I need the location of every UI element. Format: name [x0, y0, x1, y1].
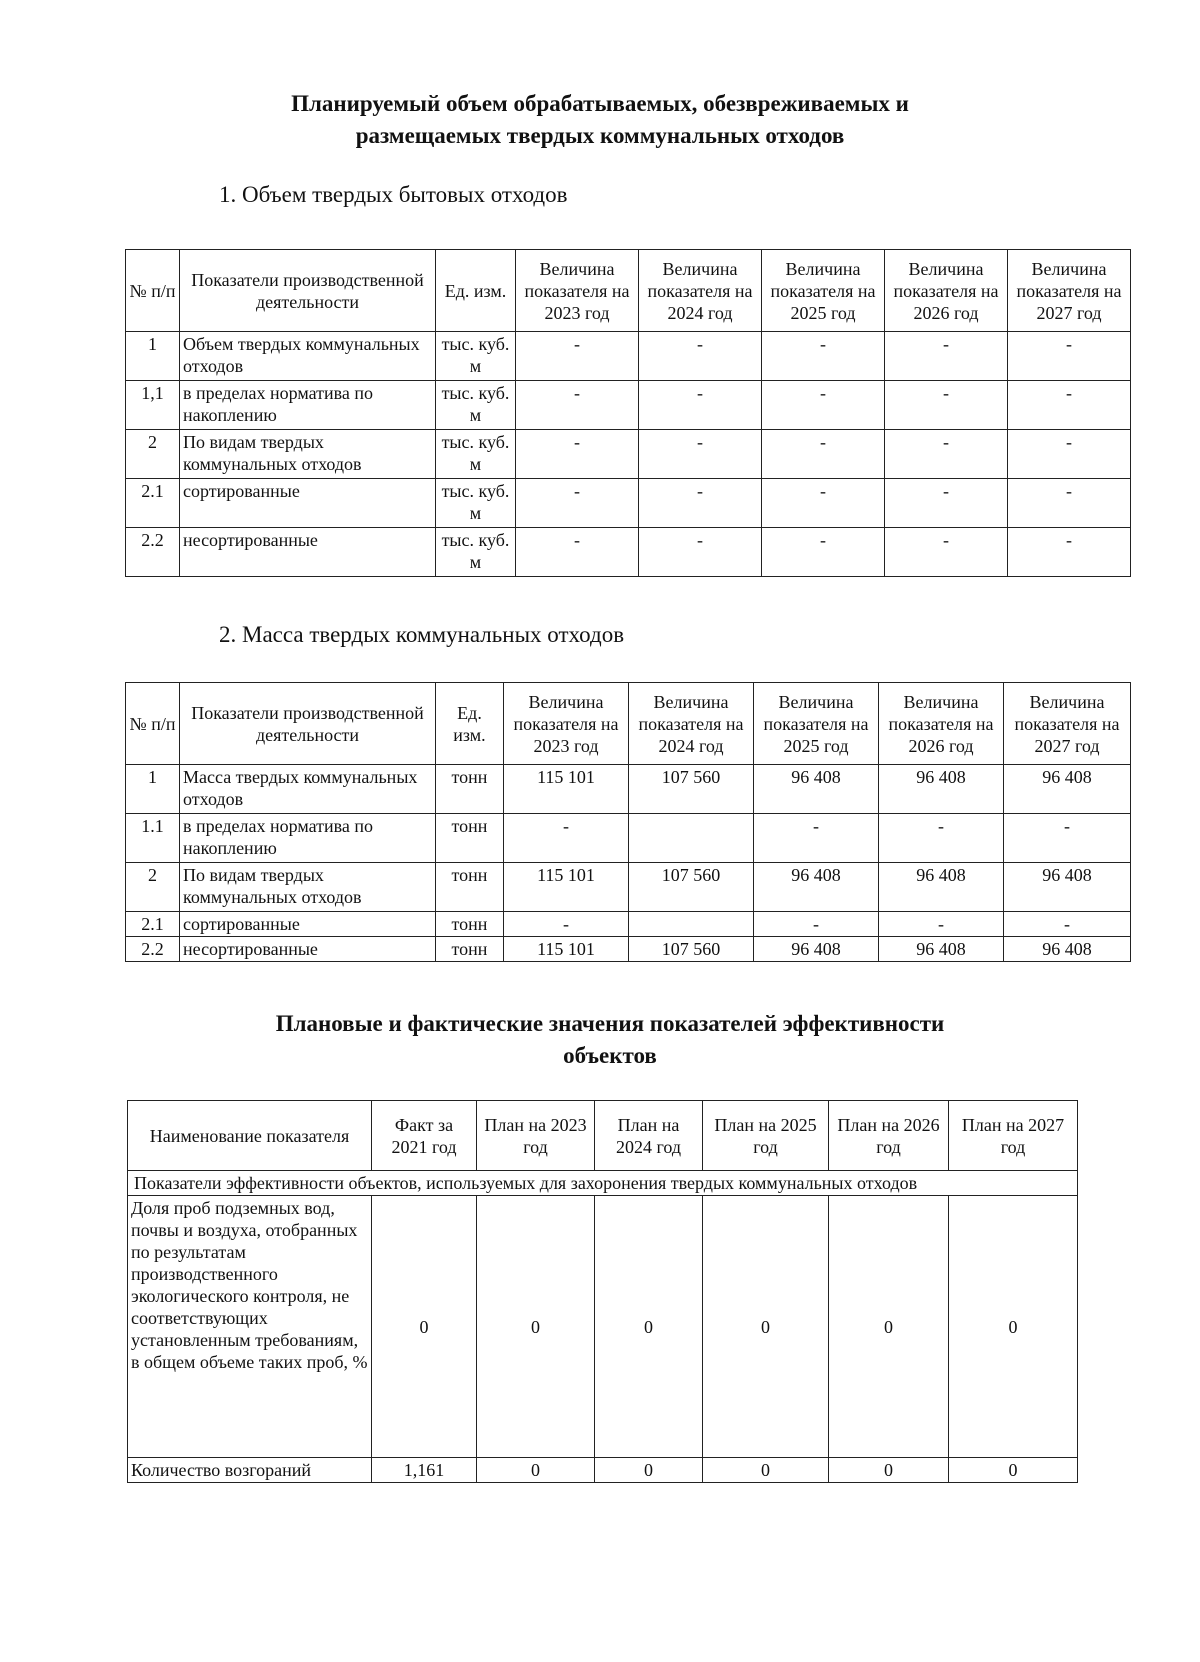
row-value-2027: - — [1008, 528, 1131, 577]
row-indicator-name: Доля проб подземных вод, почвы и воздуха, отобранных по результатам производственного экологического контроля, не соответствующих установленным требованиям, в общем объеме таких проб, % — [128, 1196, 372, 1458]
doc-title — [200, 88, 1000, 152]
table-row — [128, 1196, 1078, 1458]
table-efficiency — [127, 1100, 1078, 1483]
col-header-fact-2021: Факт за 2021 год — [372, 1101, 477, 1171]
row-value-2023: - — [516, 430, 639, 479]
row-number: 1 — [126, 765, 180, 814]
row-value-2025: - — [754, 912, 879, 937]
col-header-plan-2023: План на 2023 год — [477, 1101, 595, 1171]
row-plan-2026: 0 — [829, 1458, 949, 1483]
row-fact-2021: 1,161 — [372, 1458, 477, 1483]
row-value-2025: 96 408 — [754, 863, 879, 912]
doc-title-line1: Планируемый объем обрабатываемых, обезвреживаемых и — [291, 91, 909, 116]
row-number: 2 — [126, 863, 180, 912]
table-row — [128, 1458, 1078, 1483]
row-plan-2025: 0 — [703, 1196, 829, 1458]
row-number: 2.2 — [126, 528, 180, 577]
row-plan-2025: 0 — [703, 1458, 829, 1483]
col-header-2024: Величина показателя на 2024 год — [639, 250, 762, 332]
col-header-2027: Величина показателя на 2027 год — [1004, 683, 1131, 765]
table-row — [126, 937, 1131, 962]
row-value-2026: - — [885, 528, 1008, 577]
row-value-2026: - — [885, 430, 1008, 479]
row-unit: тонн — [436, 765, 504, 814]
col-header-number: № п/п — [126, 683, 180, 765]
row-value-2024: - — [639, 332, 762, 381]
row-unit: тонн — [436, 937, 504, 962]
row-unit: тыс. куб. м — [436, 528, 516, 577]
section-row-label: Показатели эффективности объектов, используемых для захоронения твердых коммунальных отходов — [128, 1171, 1078, 1196]
row-value-2025: - — [762, 528, 885, 577]
table-row — [126, 765, 1131, 814]
row-value-2027: - — [1008, 381, 1131, 430]
row-value-2026: - — [879, 814, 1004, 863]
table-row — [126, 863, 1131, 912]
row-plan-2024: 0 — [595, 1196, 703, 1458]
table-row — [126, 381, 1131, 430]
col-header-2026: Величина показателя на 2026 год — [879, 683, 1004, 765]
col-header-plan-2026: План на 2026 год — [829, 1101, 949, 1171]
row-value-2025: - — [762, 332, 885, 381]
doc-title2-line2: объектов — [563, 1043, 657, 1068]
doc-title-2 — [210, 1008, 1010, 1072]
row-value-2023: - — [516, 528, 639, 577]
row-value-2026: 96 408 — [879, 937, 1004, 962]
section2-heading: 2. Масса твердых коммунальных отходов — [219, 622, 625, 647]
row-number: 1 — [126, 332, 180, 381]
row-plan-2023: 0 — [477, 1458, 595, 1483]
row-value-2024: 107 560 — [629, 863, 754, 912]
col-header-2025: Величина показателя на 2025 год — [754, 683, 879, 765]
row-indicator: сортированные — [180, 479, 436, 528]
col-header-2026: Величина показателя на 2026 год — [885, 250, 1008, 332]
row-unit: тыс. куб. м — [436, 430, 516, 479]
row-value-2024 — [629, 814, 754, 863]
row-value-2023: - — [504, 814, 629, 863]
row-value-2023: 115 101 — [504, 863, 629, 912]
row-number: 2 — [126, 430, 180, 479]
row-value-2024: - — [639, 430, 762, 479]
section1-heading: 1. Объем твердых бытовых отходов — [219, 182, 568, 207]
col-header-plan-2024: План на 2024 год — [595, 1101, 703, 1171]
row-unit: тонн — [436, 912, 504, 937]
row-plan-2027: 0 — [949, 1196, 1078, 1458]
row-value-2027: 96 408 — [1004, 765, 1131, 814]
col-header-plan-2027: План на 2027 год — [949, 1101, 1078, 1171]
row-value-2024: 107 560 — [629, 765, 754, 814]
row-number: 1,1 — [126, 381, 180, 430]
row-number: 2.1 — [126, 912, 180, 937]
row-unit: тонн — [436, 863, 504, 912]
row-indicator: в пределах норматива по накоплению — [180, 814, 436, 863]
row-value-2023: - — [516, 479, 639, 528]
col-header-2023: Величина показателя на 2023 год — [504, 683, 629, 765]
col-header-indicator: Показатели производственной деятельности — [180, 683, 436, 765]
table-waste-volume — [125, 249, 1131, 577]
row-unit: тыс. куб. м — [436, 332, 516, 381]
row-value-2025: 96 408 — [754, 765, 879, 814]
doc-title-line2: размещаемых твердых коммунальных отходов — [355, 123, 845, 148]
table-waste-mass — [125, 682, 1131, 962]
col-header-2027: Величина показателя на 2027 год — [1008, 250, 1131, 332]
row-value-2027: 96 408 — [1004, 937, 1131, 962]
row-value-2026: - — [879, 912, 1004, 937]
row-number: 1.1 — [126, 814, 180, 863]
row-value-2024: - — [639, 528, 762, 577]
table-row — [126, 332, 1131, 381]
row-value-2027: - — [1008, 332, 1131, 381]
row-indicator: сортированные — [180, 912, 436, 937]
col-header-2025: Величина показателя на 2025 год — [762, 250, 885, 332]
row-value-2023: 115 101 — [504, 937, 629, 962]
row-plan-2023: 0 — [477, 1196, 595, 1458]
row-indicator: По видам твердых коммунальных отходов — [180, 863, 436, 912]
table-row — [126, 479, 1131, 528]
row-value-2026: - — [885, 332, 1008, 381]
col-header-indicator-name: Наименование показателя — [128, 1101, 372, 1171]
col-header-unit: Ед. изм. — [436, 683, 504, 765]
row-value-2025: - — [754, 814, 879, 863]
table-section-row — [128, 1171, 1078, 1196]
table-row — [126, 528, 1131, 577]
row-value-2026: 96 408 — [879, 863, 1004, 912]
row-value-2027: - — [1008, 479, 1131, 528]
row-indicator: несортированные — [180, 937, 436, 962]
row-indicator: в пределах норматива по накоплению — [180, 381, 436, 430]
row-value-2023: - — [504, 912, 629, 937]
col-header-plan-2025: План на 2025 год — [703, 1101, 829, 1171]
row-value-2023: 115 101 — [504, 765, 629, 814]
row-value-2027: - — [1008, 430, 1131, 479]
row-plan-2024: 0 — [595, 1458, 703, 1483]
row-number: 2.2 — [126, 937, 180, 962]
row-plan-2026: 0 — [829, 1196, 949, 1458]
row-value-2024: 107 560 — [629, 937, 754, 962]
row-unit: тыс. куб. м — [436, 381, 516, 430]
row-indicator: несортированные — [180, 528, 436, 577]
row-value-2027: - — [1004, 912, 1131, 937]
row-unit: тонн — [436, 814, 504, 863]
row-value-2024: - — [639, 381, 762, 430]
row-value-2025: - — [762, 430, 885, 479]
table-row — [126, 912, 1131, 937]
row-value-2024 — [629, 912, 754, 937]
row-value-2026: - — [885, 381, 1008, 430]
col-header-unit: Ед. изм. — [436, 250, 516, 332]
col-header-2024: Величина показателя на 2024 год — [629, 683, 754, 765]
row-unit: тыс. куб. м — [436, 479, 516, 528]
row-value-2025: - — [762, 381, 885, 430]
row-number: 2.1 — [126, 479, 180, 528]
row-value-2026: - — [885, 479, 1008, 528]
row-value-2026: 96 408 — [879, 765, 1004, 814]
table-row — [126, 430, 1131, 479]
row-value-2027: - — [1004, 814, 1131, 863]
row-value-2023: - — [516, 332, 639, 381]
row-indicator: Масса твердых коммунальных отходов — [180, 765, 436, 814]
row-value-2023: - — [516, 381, 639, 430]
table-row — [126, 814, 1131, 863]
row-value-2025: - — [762, 479, 885, 528]
row-plan-2027: 0 — [949, 1458, 1078, 1483]
doc-title2-line1: Плановые и фактические значения показателей эффективности — [275, 1011, 945, 1036]
col-header-indicator: Показатели производственной деятельности — [180, 250, 436, 332]
row-value-2025: 96 408 — [754, 937, 879, 962]
row-value-2027: 96 408 — [1004, 863, 1131, 912]
row-indicator: Объем твердых коммунальных отходов — [180, 332, 436, 381]
row-value-2024: - — [639, 479, 762, 528]
row-indicator: По видам твердых коммунальных отходов — [180, 430, 436, 479]
row-indicator-name: Количество возгораний — [128, 1458, 372, 1483]
col-header-number: № п/п — [126, 250, 180, 332]
col-header-2023: Величина показателя на 2023 год — [516, 250, 639, 332]
row-fact-2021: 0 — [372, 1196, 477, 1458]
